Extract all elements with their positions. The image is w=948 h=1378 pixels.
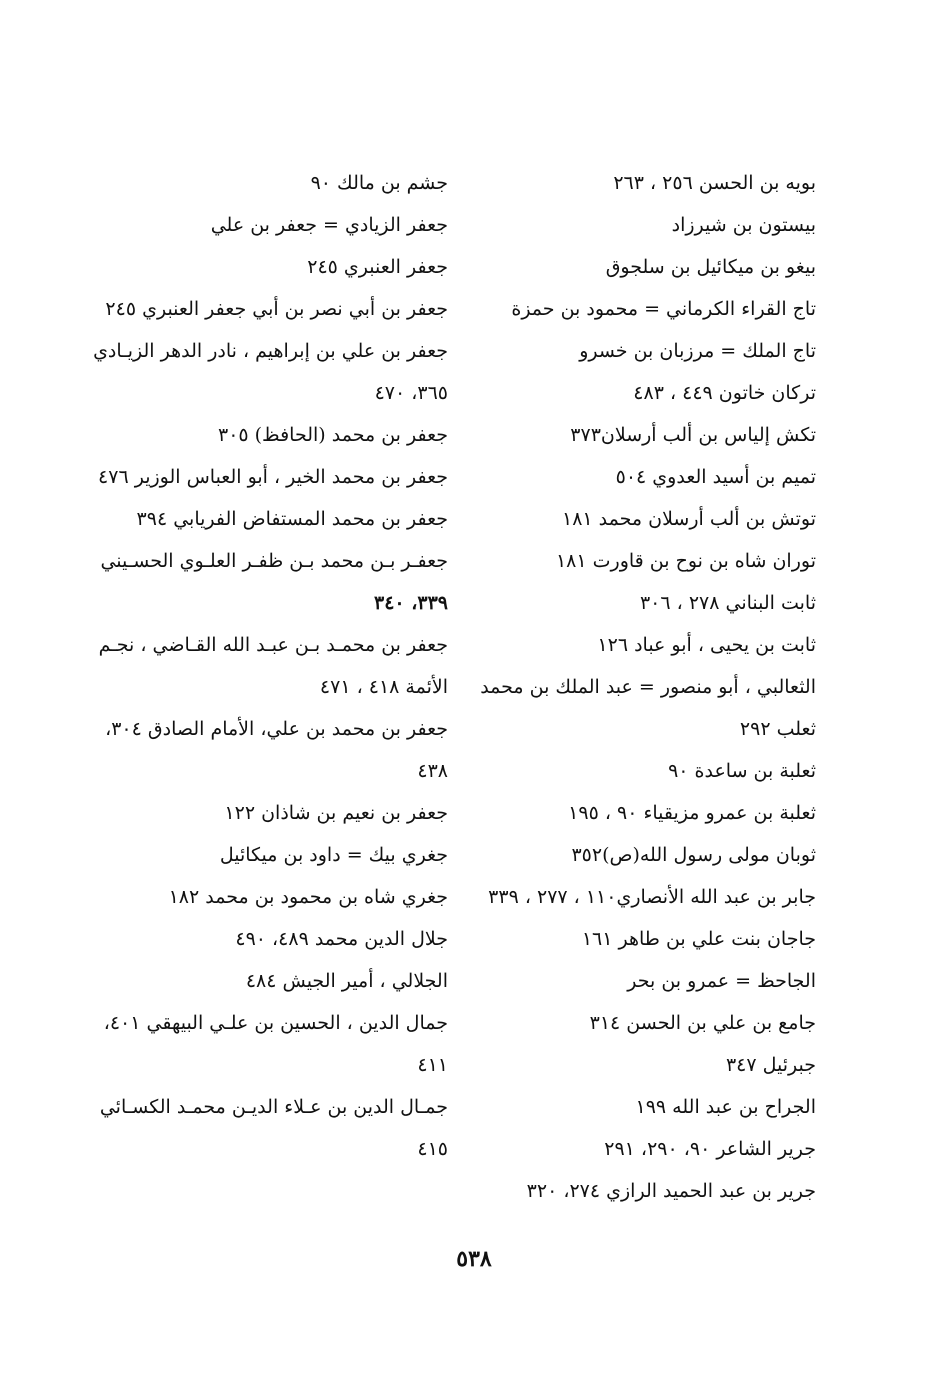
index-entry: جعفر بن نعيم بن شاذان ١٢٢ [224,802,448,824]
index-entry: جمـال الدين بن عـلاء الديـن محمـد الكسـائي [99,1096,448,1118]
index-entry: جابر بن عبد الله الأنصاري١١٠ ، ٢٧٧ ، ٣٣٩ [488,886,816,908]
index-entry: ثابت البناني ٢٧٨ ، ٣٠٦ [639,592,816,614]
index-entry: الجلالي ، أمير الجيش ٤٨٤ [245,970,448,992]
index-entry: جبرئيل ٣٤٧ [725,1054,816,1076]
index-entry-continuation: ٣٦٥، ٤٧٠ [374,382,448,404]
index-entry-continuation: ٣٣٩، ٣٤٠ [374,592,448,614]
index-entry: ثعلبة بن ساعدة ٩٠ [668,760,816,782]
index-entry: تاج الملك = مرزبان بن خسرو [579,340,816,362]
index-entry: بيستون بن شيرزاد [671,214,816,236]
index-entry-continuation: ٤١١ [417,1054,448,1076]
index-entry: توتش بن ألب أرسلان محمد ١٨١ [562,508,816,530]
index-entry: جعفر بن أبي نصر بن أبي جعفر العنبري ٢٤٥ [105,298,448,320]
index-entry-continuation: الأئمة ٤١٨ ، ٤٧١ [319,676,448,698]
index-entry: ثوبان مولى رسول الله(ص)٣٥٢ [571,844,816,866]
index-entry: الجاحظ = عمرو بن بحر [627,970,816,992]
index-entry: جاجان بنت علي بن طاهر ١٦١ [581,928,816,950]
index-entry: جمال الدين ، الحسين بن علـي البيهقي ٤٠١، [103,1012,448,1034]
index-column-right [466,162,816,1212]
index-entry: جعفر بن محمد بن علي، الأمام الصادق ٣٠٤، [105,718,448,740]
index-entry: الجراح بن عبد الله ١٩٩ [635,1096,816,1118]
index-entry: تاج القراء الكرماني = محمود بن حمزة [511,298,816,320]
index-column-left [93,162,448,1170]
index-entry: تميم بن أسيد العدوي ٥٠٤ [615,466,816,488]
index-entry: جعفر الزيادي = جعفر بن علي [210,214,448,236]
index-entry-continuation: ٤٣٨ [417,760,448,782]
index-entry: جرير بن عبد الحميد الرازي ٢٧٤، ٣٢٠ [526,1180,816,1202]
index-entry: تكش إلياس بن ألب أرسلان٣٧٣ [570,424,816,446]
index-entry: توران شاه بن نوح بن قاورت ١٨١ [555,550,816,572]
index-entry: ثعلب ٢٩٢ [739,718,816,740]
page-number: ٥٣٨ [456,1246,492,1272]
index-entry: تركان خاتون ٤٤٩ ، ٤٨٣ [633,382,816,404]
index-entry: جشم بن مالك ٩٠ [310,172,448,194]
index-entry: جرير الشاعر ٩٠، ٢٩٠، ٢٩١ [604,1138,816,1160]
index-entry-continuation: ٤١٥ [417,1138,448,1160]
index-entry: ثعلبة بن عمرو مزيقياء ٩٠ ، ١٩٥ [568,802,816,824]
index-entry: جعفر العنبري ٢٤٥ [307,256,448,278]
index-entry: بيغو بن ميكائيل بن سلجوق [605,256,816,278]
index-entry: جعفر بن محمد المستفاض الفريابي ٣٩٤ [136,508,448,530]
index-entry: جعفر بن محمـد بـن عبـد الله القـاضي ، نجـم [98,634,448,656]
index-entry: جلال الدين محمد ٤٨٩، ٤٩٠ [235,928,448,950]
index-entry: جعفر بن محمد الخير ، أبو العباس الوزير ٤٧٦ [98,466,448,488]
index-entry: جعفـر بـن محمد بـن ظفـر العلـوي الحسـيني [100,550,448,572]
index-entry: جامع بن علي بن الحسن ٣١٤ [589,1012,816,1034]
index-entry: ثابت بن يحيى ، أبو عباد ١٢٦ [597,634,816,656]
index-entry: الثعالبي ، أبو منصور = عبد الملك بن محمد [480,676,816,698]
index-entry: جغري بيك = داود بن ميكائيل [219,844,448,866]
index-entry: جعفر بن محمد (الحافظ) ٣٠٥ [217,424,448,446]
index-entry: جغري شاه بن محمود بن محمد ١٨٢ [168,886,448,908]
index-entry: بويه بن الحسن ٢٥٦ ، ٢٦٣ [613,172,816,194]
index-entry: جعفر بن علي بن إبراهيم ، نادر الدهر الزيـادي [93,340,448,362]
